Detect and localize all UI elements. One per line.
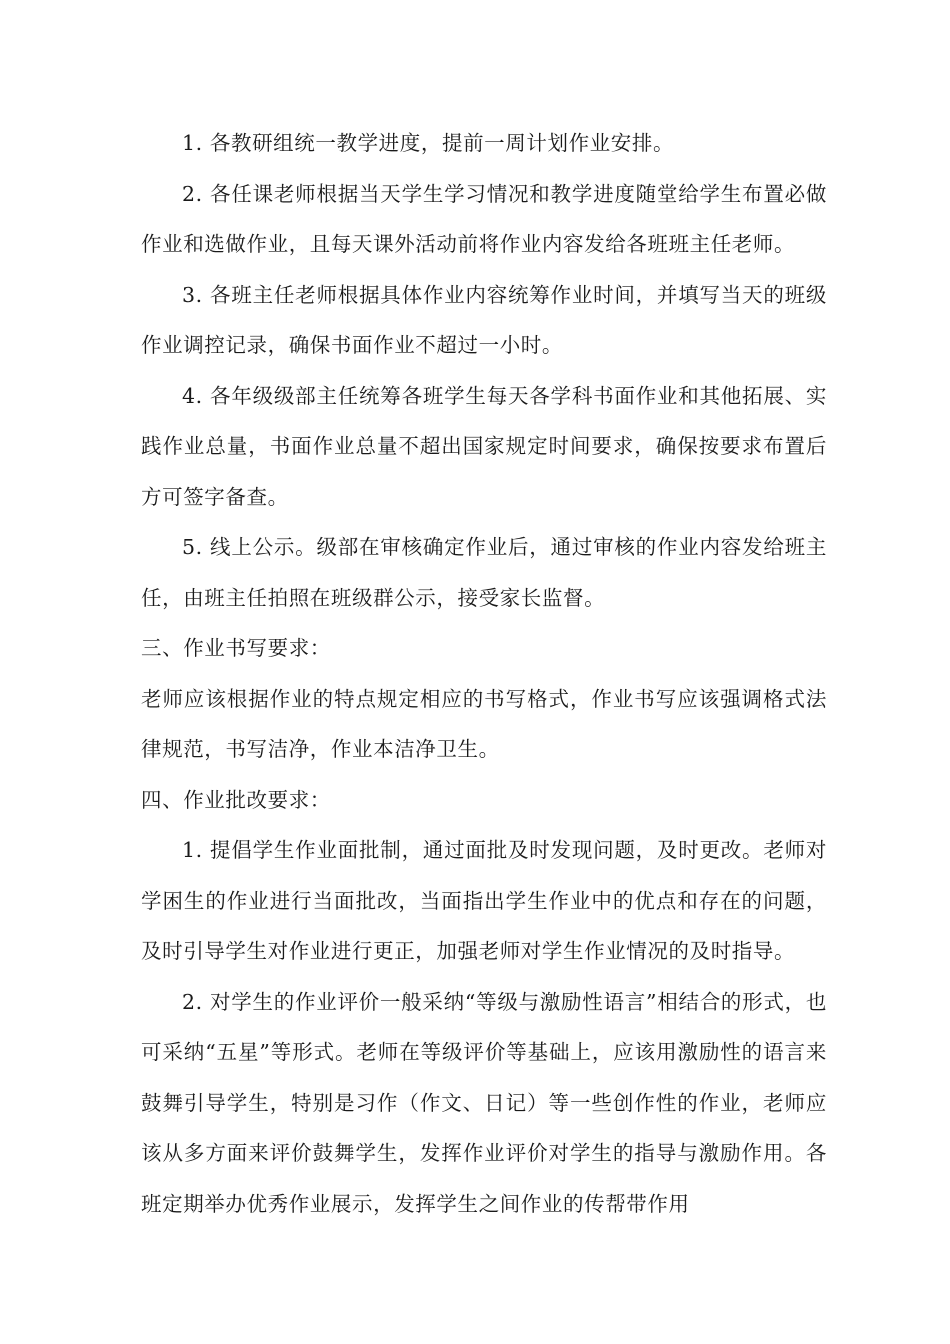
section-heading-writing-requirements: 三、作业书写要求： <box>141 636 331 660</box>
paragraph-homework-evaluation: 2. 对学生的作业评价一般采纳“等级与激励性语言”相结合的形式，也可采纳“五星”等形式。老师在等级评价等基础上，应该用激励性的语言来鼓舞引导学生，特别是习作（作文、日记）等一些创作性的作业，老师应该从多方面来评价鼓舞学生，发挥作业评价对学生的指导与激励作用。各班定期举办优秀作业展示，发挥学生之间作业的传帮带作用 <box>141 989 827 1216</box>
paragraph-assign-homework: 2. 各任课老师根据当天学生学习情况和教学进度随堂给学生布置必做作业和选做作业，且每天课外活动前将作业内容发给各班班主任老师。 <box>141 181 827 256</box>
section-heading-grading-requirements: 四、作业批改要求： <box>141 787 331 812</box>
document-body <box>141 118 827 1229</box>
paragraph-grade-coordination: 4. 各年级级部主任统筹各班学生每天各学科书面作业和其他拓展、实践作业总量，书面作业总量不超出国家规定时间要求，确保按要求布置后方可签字备查。 <box>141 383 827 509</box>
paragraph-face-to-face-grading: 1. 提倡学生作业面批制，通过面批及时发现问题，及时更改。老师对学困生的作业进行当面批改，当面指出学生作业中的优点和存在的问题，及时引导学生对作业进行更正，加强老师对学生作业情况的及时指导。 <box>141 838 827 963</box>
paragraph-homework-time: 3. 各班主任老师根据具体作业内容统筹作业时间，并填写当天的班级作业调控记录，确保书面作业不超过一小时。 <box>141 282 827 357</box>
paragraph-homework-plan: 1. 各教研组统一教学进度，提前一周计划作业安排。 <box>182 131 675 155</box>
paragraph-writing-format: 老师应该根据作业的特点规定相应的书写格式，作业书写应该强调格式法律规范，书写洁净，作业本洁净卫生。 <box>141 686 827 761</box>
paragraph-online-publicity: 5. 线上公示。级部在审核确定作业后，通过审核的作业内容发给班主任，由班主任拍照在班级群公示，接受家长监督。 <box>141 535 827 610</box>
